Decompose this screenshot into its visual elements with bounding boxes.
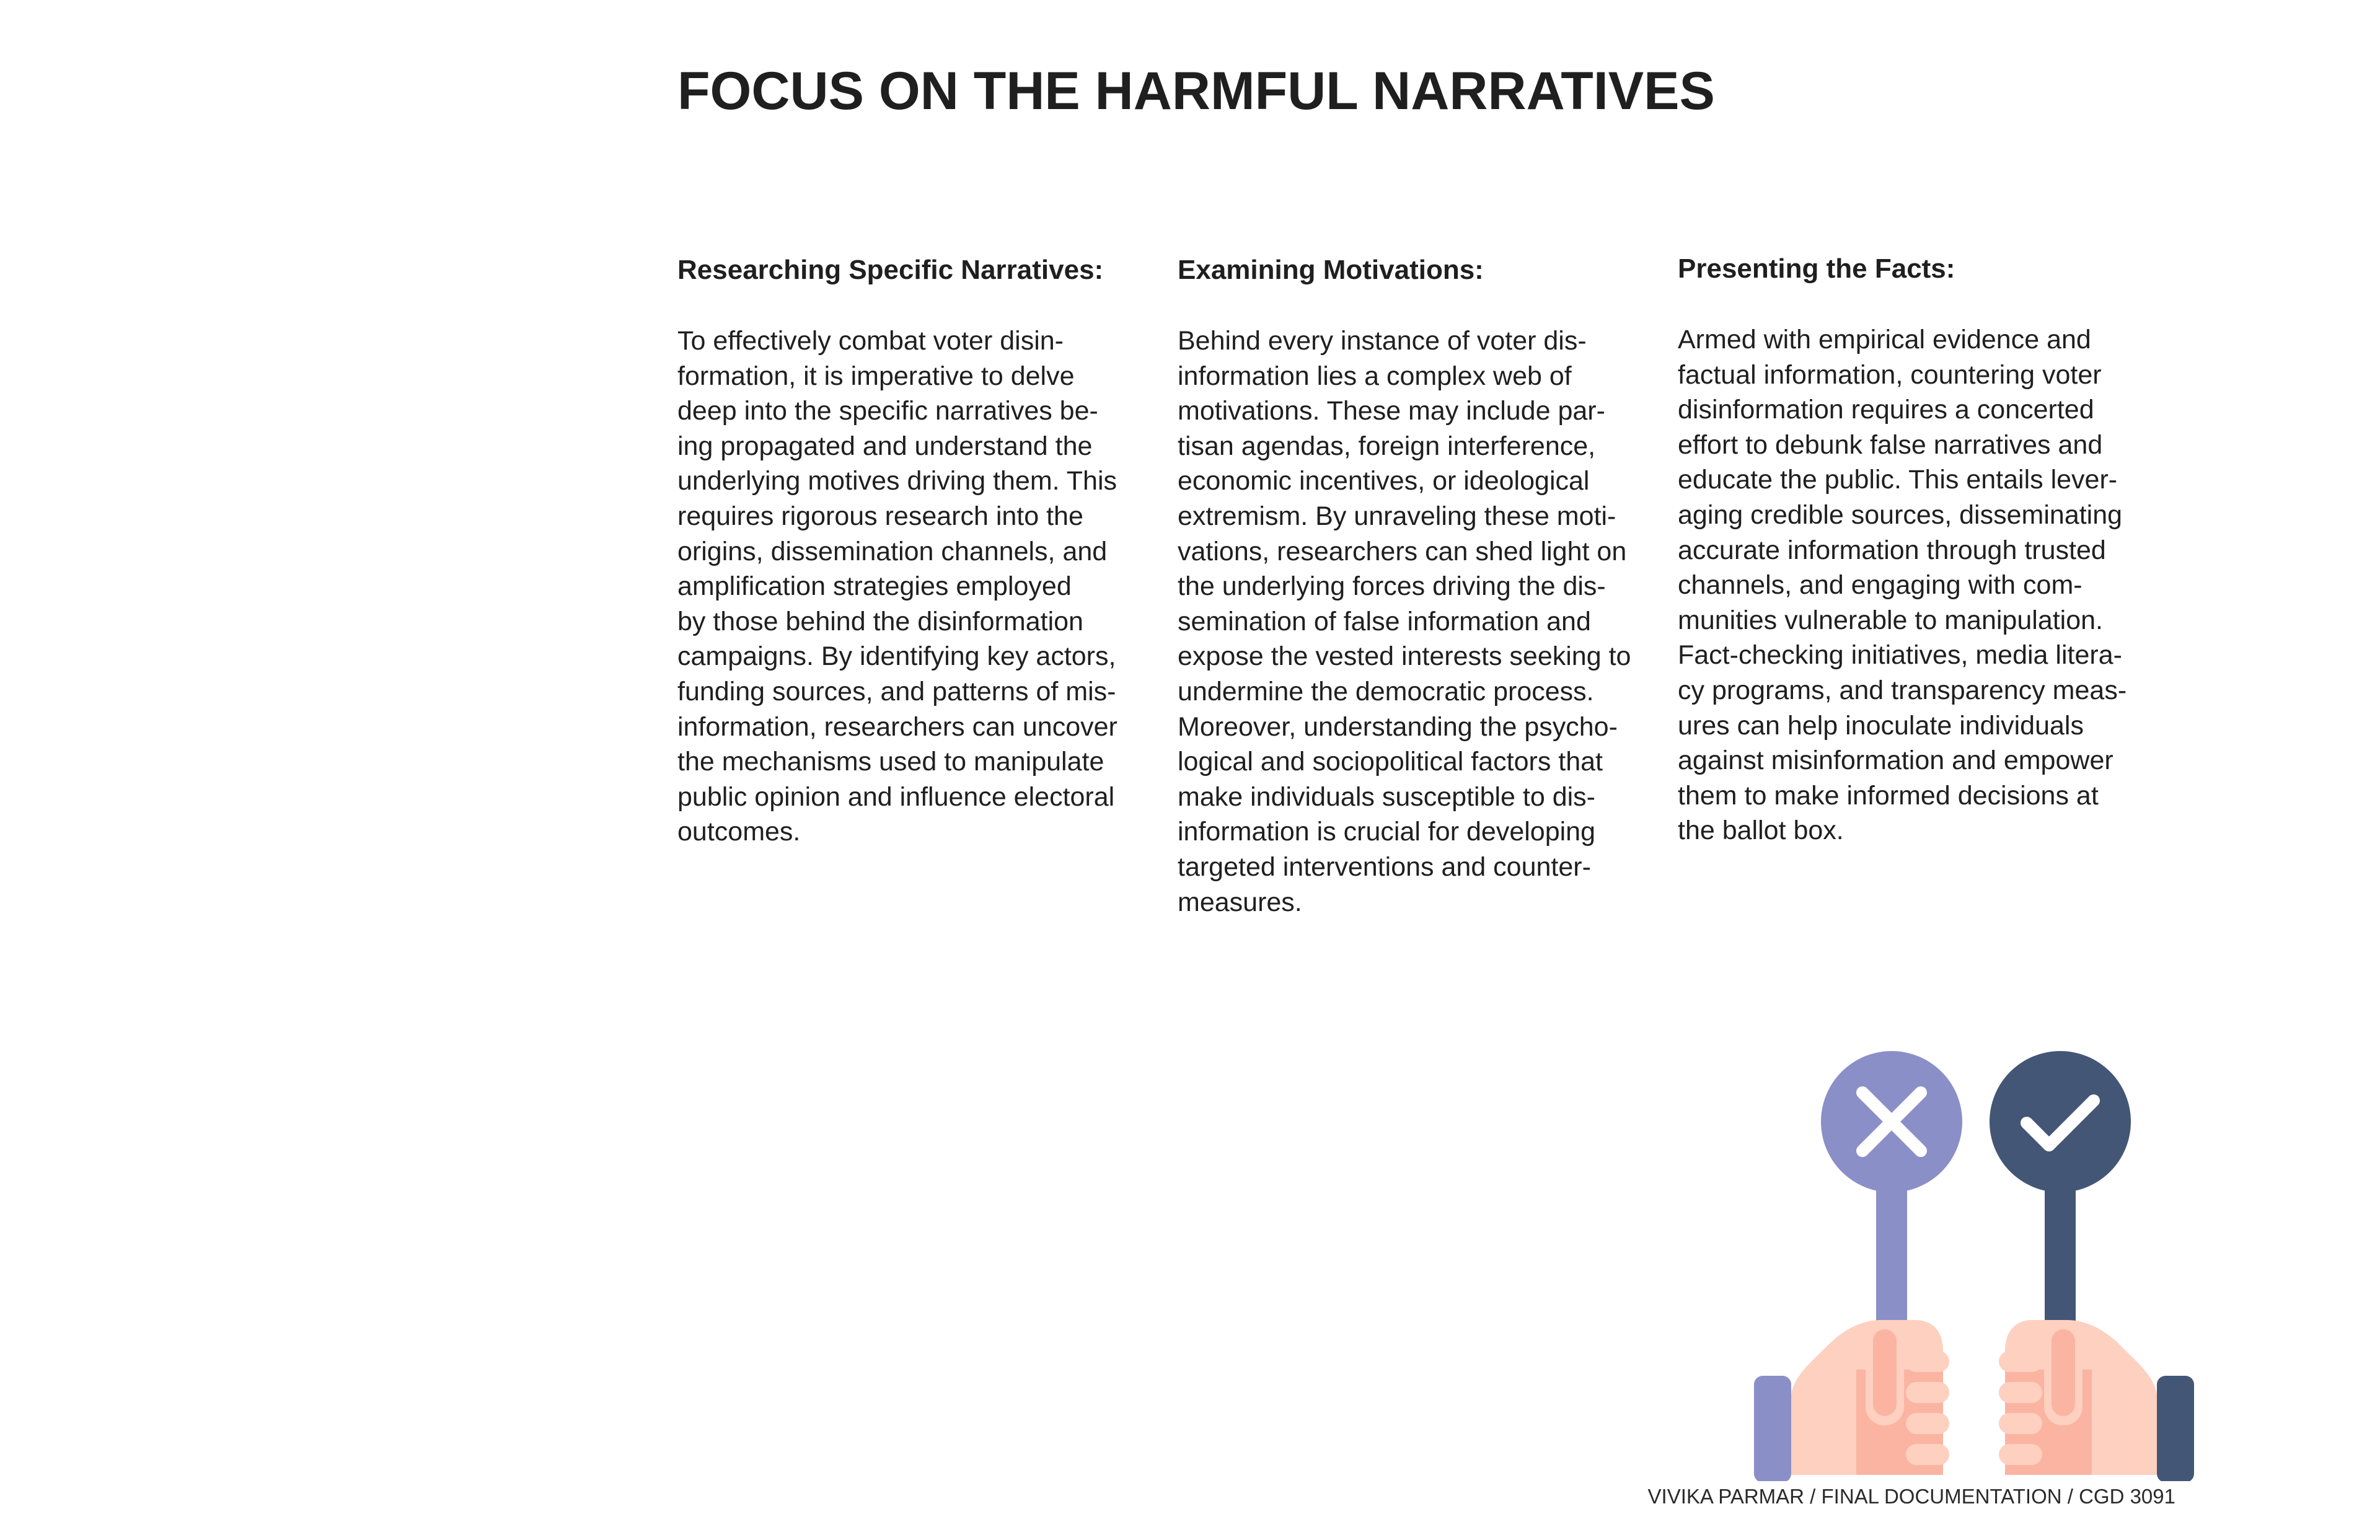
- body-line: motivations. These may include par-: [1178, 396, 1605, 426]
- left-sleeve-icon: [1754, 1376, 1791, 1481]
- column-heading: Researching Specific Narratives:: [677, 255, 1104, 285]
- right-hand-icon: [1999, 1320, 2157, 1475]
- body-line: formation, it is imperative to delve: [677, 361, 1075, 391]
- body-line: the mechanisms used to manipulate: [677, 747, 1104, 777]
- body-line: funding sources, and patterns of mis-: [677, 676, 1116, 706]
- body-line: the underlying forces driving the dis-: [1178, 571, 1606, 602]
- body-line: information, researchers can uncover: [677, 711, 1117, 742]
- body-line: cy programs, and transparency meas-: [1678, 675, 2127, 705]
- column-researching-narratives: [677, 253, 1155, 850]
- body-line: ing propagated and understand the: [677, 431, 1093, 461]
- body-line: factual information, countering voter: [1678, 359, 2102, 390]
- body-line: undermine the democratic process.: [1178, 676, 1594, 706]
- footer-credit: VIVIKA PARMAR / FINAL DOCUMENTATION / CGD 3091: [1647, 1485, 2175, 1508]
- body-line: make individuals susceptible to dis-: [1178, 781, 1595, 812]
- body-line: the ballot box.: [1678, 816, 1844, 846]
- body-line: Behind every instance of voter dis-: [1178, 326, 1587, 356]
- body-line: ures can help inoculate individuals: [1678, 710, 2084, 741]
- body-line: aging credible sources, disseminating: [1678, 499, 2123, 530]
- body-line: Armed with empirical evidence and: [1678, 325, 2091, 354]
- body-line: targeted interventions and counter-: [1178, 851, 1591, 882]
- body-line: deep into the specific narratives be-: [677, 396, 1098, 426]
- body-line: by those behind the disinformation: [677, 606, 1083, 636]
- body-line: extremism. By unraveling these moti-: [1178, 501, 1616, 531]
- body-line: information is crucial for developing: [1178, 817, 1595, 847]
- column-presenting-facts: [1678, 252, 2155, 848]
- check-sign-icon: [1990, 1051, 2131, 1192]
- column-heading: Examining Motivations:: [1178, 255, 1484, 285]
- body-line: measures.: [1178, 887, 1302, 917]
- body-line: against misinformation and empower: [1678, 746, 2113, 776]
- body-line: requires rigorous research into the: [677, 501, 1083, 531]
- body-line: them to make informed decisions at: [1678, 780, 2099, 811]
- column-body: [1178, 323, 1655, 920]
- column-heading: Presenting the Facts:: [1678, 253, 1955, 284]
- body-line: underlying motives driving them. This: [677, 466, 1117, 496]
- x-sign-icon: [1821, 1051, 1962, 1192]
- right-sleeve-icon: [2157, 1376, 2194, 1481]
- body-line: tisan agendas, foreign interference,: [1178, 431, 1596, 461]
- body-line: accurate information through trusted: [1678, 535, 2106, 565]
- left-hand-icon: [1791, 1320, 1949, 1475]
- body-line: logical and sociopolitical factors that: [1178, 747, 1603, 777]
- body-line: origins, dissemination channels, and: [677, 536, 1108, 566]
- body-line: effort to debunk false narratives and: [1678, 429, 2103, 460]
- column-body: [1678, 322, 2155, 848]
- body-line: munities vulnerable to manipulation.: [1678, 605, 2104, 635]
- body-line: disinformation requires a concerted: [1678, 395, 2094, 425]
- body-line: public opinion and influence electoral: [677, 781, 1115, 812]
- body-line: educate the public. This entails lever-: [1678, 465, 2118, 495]
- body-line: information lies a complex web of: [1178, 361, 1572, 391]
- page-title: FOCUS ON THE HARMFUL NARRATIVES: [677, 61, 1715, 121]
- hands-holding-x-and-check-signs-icon: [1735, 1047, 2194, 1481]
- body-line: Fact-checking initiatives, media litera-: [1678, 640, 2122, 671]
- column-examining-motivations: [1178, 253, 1655, 920]
- body-line: economic incentives, or ideological: [1178, 466, 1590, 496]
- body-line: vations, researchers can shed light on: [1178, 536, 1627, 566]
- body-line: expose the vested interests seeking to: [1178, 641, 1631, 672]
- column-body: [677, 323, 1155, 850]
- body-line: semination of false information and: [1178, 606, 1591, 636]
- body-line: amplification strategies employed: [677, 571, 1072, 602]
- body-line: outcomes.: [677, 817, 801, 847]
- body-line: channels, and engaging with com-: [1678, 570, 2082, 601]
- body-line: campaigns. By identifying key actors,: [677, 641, 1116, 672]
- body-line: To effectively combat voter disin-: [677, 326, 1064, 356]
- body-line: Moreover, understanding the psycho-: [1178, 711, 1618, 742]
